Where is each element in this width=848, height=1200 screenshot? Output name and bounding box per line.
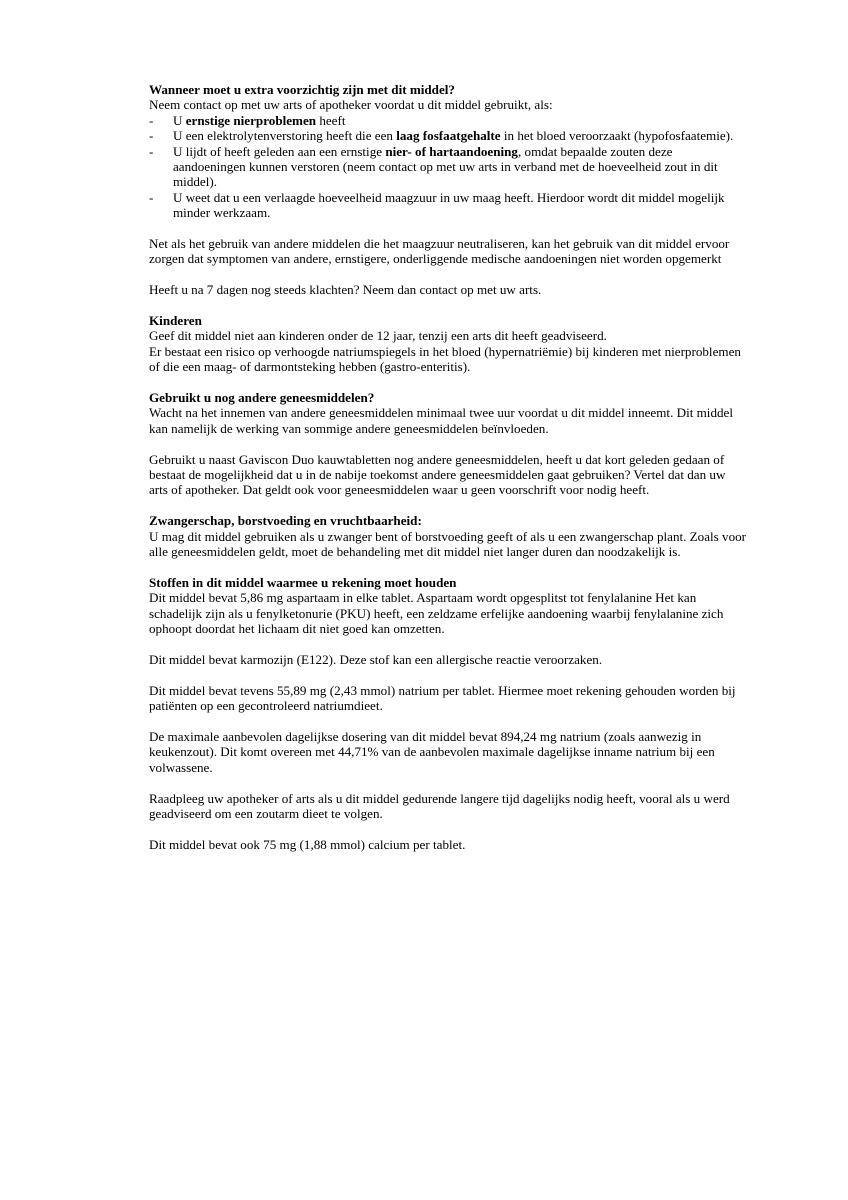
paragraph-gap bbox=[149, 714, 747, 729]
substances-paragraph-carmoisine: Dit middel bevat karmozijn (E122). Deze stof kan een allergische reactie veroorzaken. bbox=[149, 651, 603, 667]
substances-paragraph-consult-pharmacist: Raadpleeg uw apotheker of arts als u dit middel gedurende langere tijd dagelijks nodig heeft, vooral als u werd geadviseerd om een zoutarm dieet te volgen. bbox=[149, 790, 730, 821]
bullet-marker: - bbox=[149, 189, 154, 205]
list-item bbox=[149, 128, 747, 143]
substances-paragraph-calcium: Dit middel bevat ook 75 mg (1,88 mmol) calcium per tablet. bbox=[149, 836, 466, 852]
list-item-post: heeft bbox=[316, 112, 346, 128]
paragraph-seven-days: Heeft u na 7 dagen nog steeds klachten? Neem dan contact op met uw arts. bbox=[149, 282, 542, 298]
bullet-marker: - bbox=[149, 128, 154, 144]
paragraph-gap bbox=[149, 637, 747, 652]
list-item-post: in het bloed veroorzaakt (hypofosfaatemie). bbox=[500, 128, 734, 144]
section-heading-pregnancy: Zwangerschap, borstvoeding en vruchtbaarheid: bbox=[149, 513, 422, 529]
paragraph-gap bbox=[149, 298, 747, 313]
bullet-marker: - bbox=[149, 112, 154, 128]
list-item bbox=[149, 144, 747, 190]
section-heading-children: Kinderen bbox=[149, 313, 202, 329]
list-item-emphasis: laag fosfaatgehalte bbox=[396, 128, 501, 144]
paragraph-gap bbox=[149, 267, 747, 282]
paragraph-gap bbox=[149, 560, 747, 575]
list-item-pre: U weet dat u een verlaagde hoeveelheid maagzuur in uw maag heeft. Hierdoor wordt dit middel mogelijk minder werkzaam. bbox=[173, 189, 725, 221]
paragraph-gap bbox=[149, 221, 747, 236]
section-heading-other-medicines: Gebruikt u nog andere geneesmiddelen? bbox=[149, 390, 375, 406]
paragraph-gap bbox=[149, 498, 747, 513]
paragraph-gap bbox=[149, 667, 747, 682]
paragraph-gap bbox=[149, 436, 747, 451]
section-heading-substances: Stoffen in dit middel waarmee u rekening moet houden bbox=[149, 574, 457, 590]
section-heading-warnings: Wanneer moet u extra voorzichtig zijn met dit middel? bbox=[149, 82, 455, 97]
other-medicines-paragraph-2: Gebruikt u naast Gaviscon Duo kauwtabletten nog andere geneesmiddelen, heeft u dat kort geleden gedaan of bestaat de mogelijkheid dat u in de nabije toekomst andere geneesmiddelen gaat gebruiken? Vertel dat dan uw arts of apotheker. Dat geldt ook voor geneesmiddelen waar u geen voorschrift voor nodig heeft. bbox=[149, 451, 726, 498]
list-item-pre: U lijdt of heeft geleden aan een ernstige bbox=[173, 143, 386, 159]
children-line-1: Geef dit middel niet aan kinderen onder de 12 jaar, tenzij een arts dit heeft geadviseerd. bbox=[149, 328, 607, 344]
other-medicines-paragraph-1: Wacht na het innemen van andere geneesmiddelen minimaal twee uur voordat u dit middel inneemt. Dit middel kan namelijk de werking van sommige andere geneesmiddelen beïnvloeden. bbox=[149, 405, 733, 436]
list-item-emphasis: ernstige nierproblemen bbox=[185, 112, 317, 128]
pregnancy-paragraph: U mag dit middel gebruiken als u zwanger bent of borstvoeding geeft of als u een zwangerschap plant. Zoals voor alle geneesmiddelen geldt, moet de behandeling met dit middel niet langer duren dan noodzakelijk is. bbox=[149, 528, 747, 560]
paragraph-gap bbox=[149, 775, 747, 790]
list-item-pre: U bbox=[173, 112, 186, 128]
substances-paragraph-sodium-per-tablet: Dit middel bevat tevens 55,89 mg (2,43 mmol) natrium per tablet. Hiermee moet rekening gehouden worden bij patiënten op een gecontroleerd natriumdieet. bbox=[149, 682, 736, 714]
document-body bbox=[149, 82, 747, 852]
list-item-pre: U een elektrolytenverstoring heeft die een bbox=[173, 128, 397, 144]
children-line-2: Er bestaat een risico op verhoogde natriumspiegels in het bloed (hypernatriëmie) bij kinderen met nierproblemen of die een maag- of darmontsteking hebben (gastro-enteritis). bbox=[149, 343, 741, 375]
paragraph-gap bbox=[149, 375, 747, 390]
warnings-bullet-list bbox=[149, 113, 747, 221]
substances-paragraph-aspartame: Dit middel bevat 5,86 mg aspartaam in elke tablet. Aspartaam wordt opgesplitst tot fenylalanine Het kan schadelijk zijn als u fenylketonurie (PKU) heeft, een zeldzame erfelijke aandoening waarbij fenylalanine zich ophoopt doordat het lichaam dit niet goed kan omzetten. bbox=[149, 590, 724, 637]
substances-paragraph-sodium-daily-dose: De maximale aanbevolen dagelijkse dosering van dit middel bevat 894,24 mg natrium (zoals aanwezig in keukenzout). Dit komt overeen met 44,71% van de aanbevolen maximale dagelijkse inname natrium bij een volwassene. bbox=[149, 728, 715, 775]
list-item-emphasis: nier- of hartaandoening bbox=[385, 143, 518, 159]
warnings-intro: Neem contact op met uw arts of apotheker voordat u dit middel gebruikt, als: bbox=[149, 97, 553, 113]
paragraph-gap bbox=[149, 821, 747, 836]
list-item-post: , omdat bepaalde zouten deze aandoeningen kunnen verstoren (neem contact op met uw arts in verband met de hoeveelheid zout in dit middel). bbox=[173, 143, 718, 190]
bullet-marker: - bbox=[149, 143, 154, 159]
list-item bbox=[149, 190, 747, 221]
paragraph-neutraliseren: Net als het gebruik van andere middelen die het maagzuur neutraliseren, kan het gebruik van dit middel ervoor zorgen dat symptomen van andere, ernstigere, onderliggende medische aandoeningen niet worden opgemerkt bbox=[149, 236, 730, 267]
list-item bbox=[149, 113, 747, 128]
